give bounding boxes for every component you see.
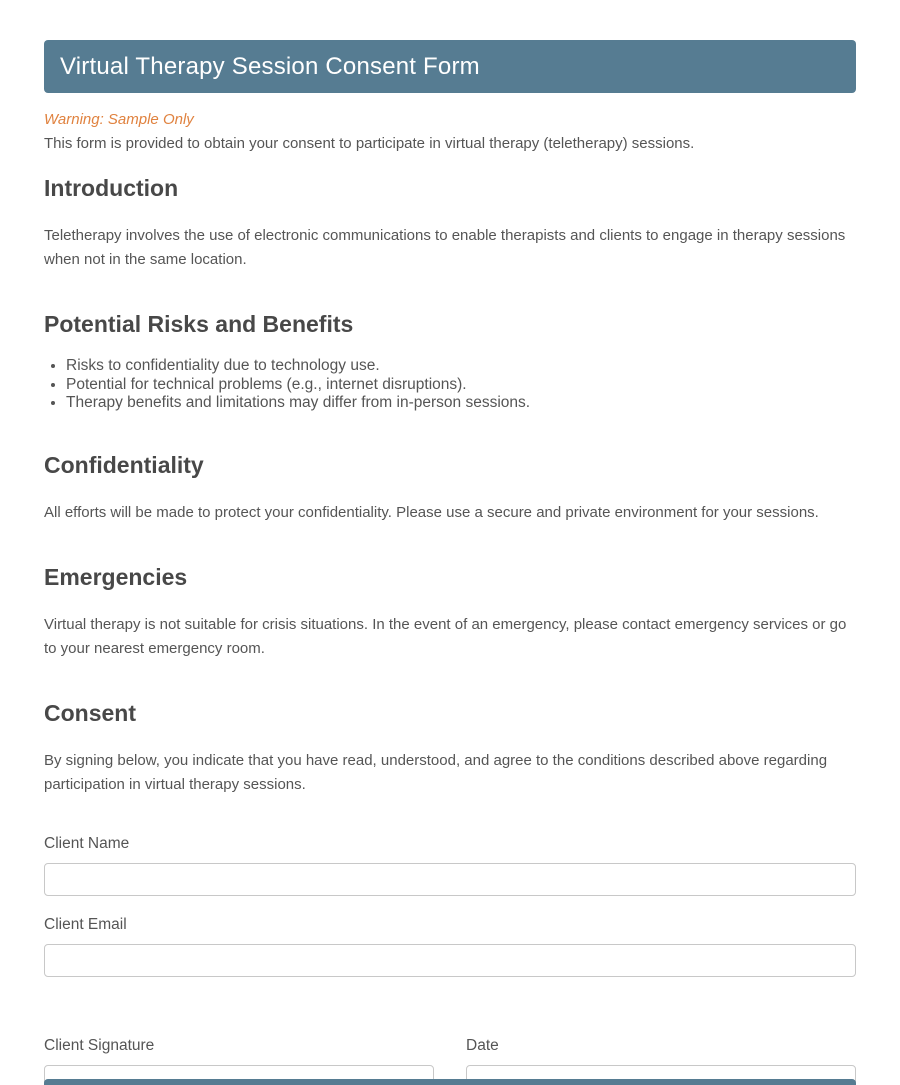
form-intro-note: This form is provided to obtain your consent to participate in virtual therapy (teletherapy) sessions.	[44, 135, 695, 152]
client-name-input[interactable]	[44, 863, 856, 896]
client-email-input[interactable]	[44, 944, 856, 977]
footer-bar-cutoff	[44, 1079, 856, 1085]
client-name-label: Client Name	[44, 834, 130, 852]
section-body-introduction: Teletherapy involves the use of electronic communications to enable therapists and clients to engage in therapy sessions when not in the same location.	[44, 227, 846, 268]
section-heading-consent: Consent	[44, 699, 136, 726]
section-heading-emergencies: Emergencies	[44, 563, 188, 590]
risk-bullet-item: • Therapy benefits and limitations may differ from in-person sessions.	[66, 394, 856, 413]
client-signature-field	[44, 1037, 434, 1085]
section-heading-confidentiality: Confidentiality	[44, 451, 204, 478]
section-body-emergencies: Virtual therapy is not suitable for crisis situations. In the event of an emergency, please contact emergency services or go to your nearest emergency room.	[44, 615, 847, 657]
client-signature-label: Client Signature	[44, 1036, 155, 1054]
section-heading-introduction: Introduction	[44, 175, 179, 201]
signature-date-row	[44, 1037, 856, 1085]
sample-warning-text: Warning: Sample Only	[44, 111, 194, 128]
date-label: Date	[466, 1036, 499, 1054]
section-body-confidentiality: All efforts will be made to protect your confidentiality. Please use a secure and private environment for your sessions.	[44, 503, 819, 521]
page-title: Virtual Therapy Session Consent Form	[60, 52, 480, 80]
client-email-label: Client Email	[44, 915, 127, 933]
date-field	[466, 1037, 856, 1085]
risk-bullet-item: • Potential for technical problems (e.g., internet disruptions).	[66, 376, 856, 395]
section-body-consent: By signing below, you indicate that you have read, understood, and agree to the conditions described above regarding participation in virtual therapy sessions.	[44, 751, 828, 793]
form-header-bar	[44, 40, 856, 93]
section-heading-risks-benefits: Potential Risks and Benefits	[44, 311, 354, 337]
risk-bullet-item: • Risks to confidentiality due to technology use.	[66, 357, 856, 376]
risks-bullet-list	[44, 357, 856, 413]
